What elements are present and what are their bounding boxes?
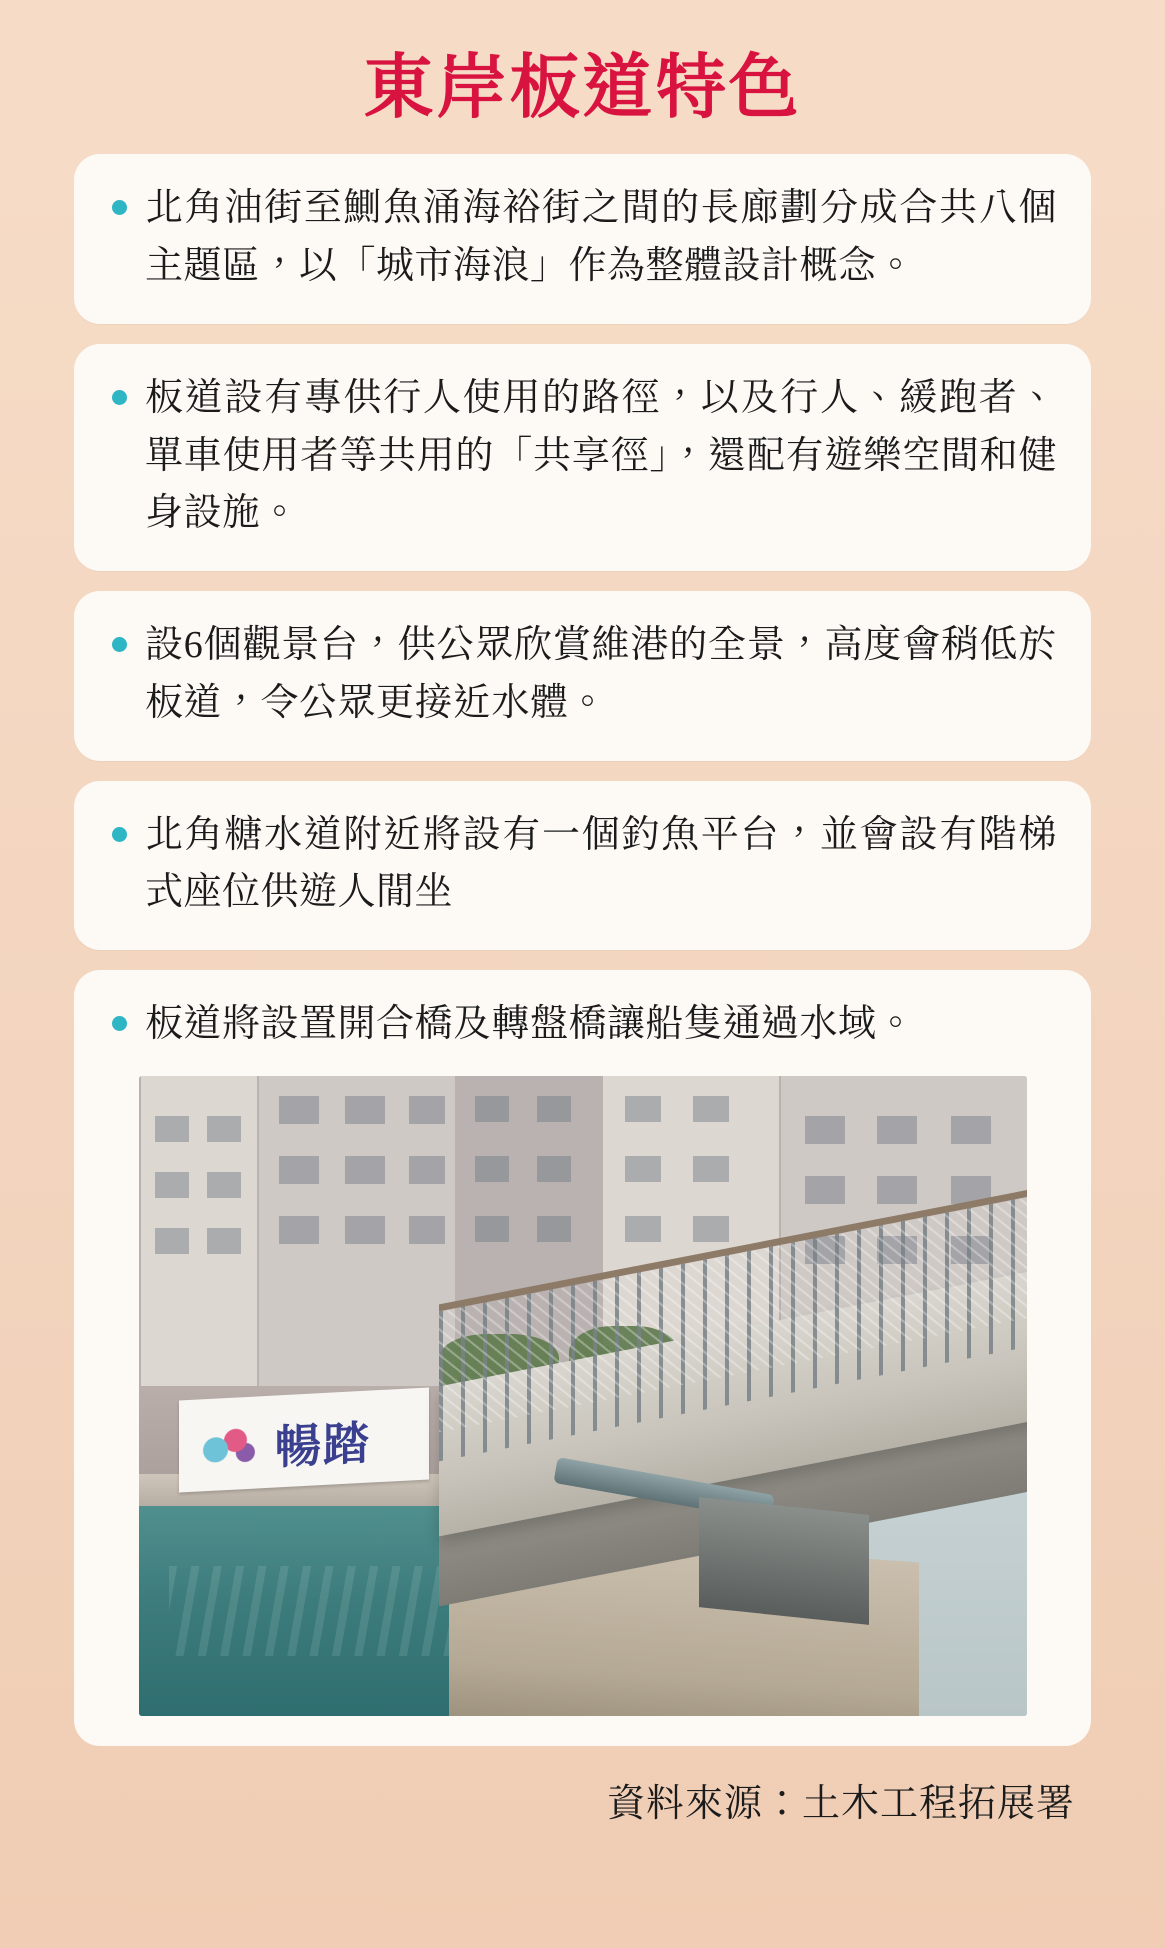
bullet-dot-icon bbox=[112, 827, 127, 842]
bullet-text-1: 北角油街至鰂魚涌海裕街之間的長廊劃分成合共八個主題區，以「城市海浪」作為整體設計概念。 bbox=[145, 187, 1057, 288]
bullet-text-3: 設6個觀景台，供公眾欣賞維港的全景，高度會稍低於板道，令公眾更接近水體。 bbox=[145, 624, 1057, 724]
bullet-dot-icon bbox=[112, 390, 127, 405]
bullet-text-2: 板道設有專供行人使用的路徑，以及行人、緩跑者、單車使用者等共用的「共享徑」，還配有遊樂空間和健身設施。 bbox=[145, 376, 1057, 535]
bullet-card-3 bbox=[74, 591, 1091, 761]
banner-logo-icon bbox=[197, 1422, 259, 1467]
bullet-dot-icon bbox=[112, 637, 127, 652]
photo-building-center bbox=[257, 1076, 461, 1396]
bullet-dot-icon bbox=[112, 200, 127, 215]
bullet-row bbox=[108, 807, 1057, 923]
banner-text: 暢踏 bbox=[274, 1417, 371, 1474]
bullet-card-4 bbox=[74, 781, 1091, 951]
photo-banner bbox=[179, 1387, 429, 1492]
bullet-text-4: 北角糖水道附近將設有一個釣魚平台，並會設有階梯式座位供遊人閒坐 bbox=[145, 813, 1057, 914]
page-title: 東岸板道特色 bbox=[363, 50, 802, 127]
bullet-dot-icon bbox=[112, 1016, 127, 1031]
bullet-text-5: 板道將設置開合橋及轉盤橋讓船隻通過水域。 bbox=[145, 1003, 916, 1046]
bullet-row bbox=[108, 996, 1057, 1054]
bullet-card-2 bbox=[74, 344, 1091, 571]
source-credit: 資料來源：土木工程拓展署 bbox=[606, 1782, 1075, 1825]
bullet-card-1 bbox=[74, 154, 1091, 324]
photo-machinery bbox=[699, 1497, 869, 1625]
bullet-row bbox=[108, 370, 1057, 543]
bullet-row bbox=[108, 180, 1057, 296]
photo-building-left bbox=[139, 1076, 263, 1406]
boardwalk-photo bbox=[139, 1076, 1027, 1716]
bullet-card-5-with-photo bbox=[74, 970, 1091, 1746]
bullet-row bbox=[108, 617, 1057, 733]
